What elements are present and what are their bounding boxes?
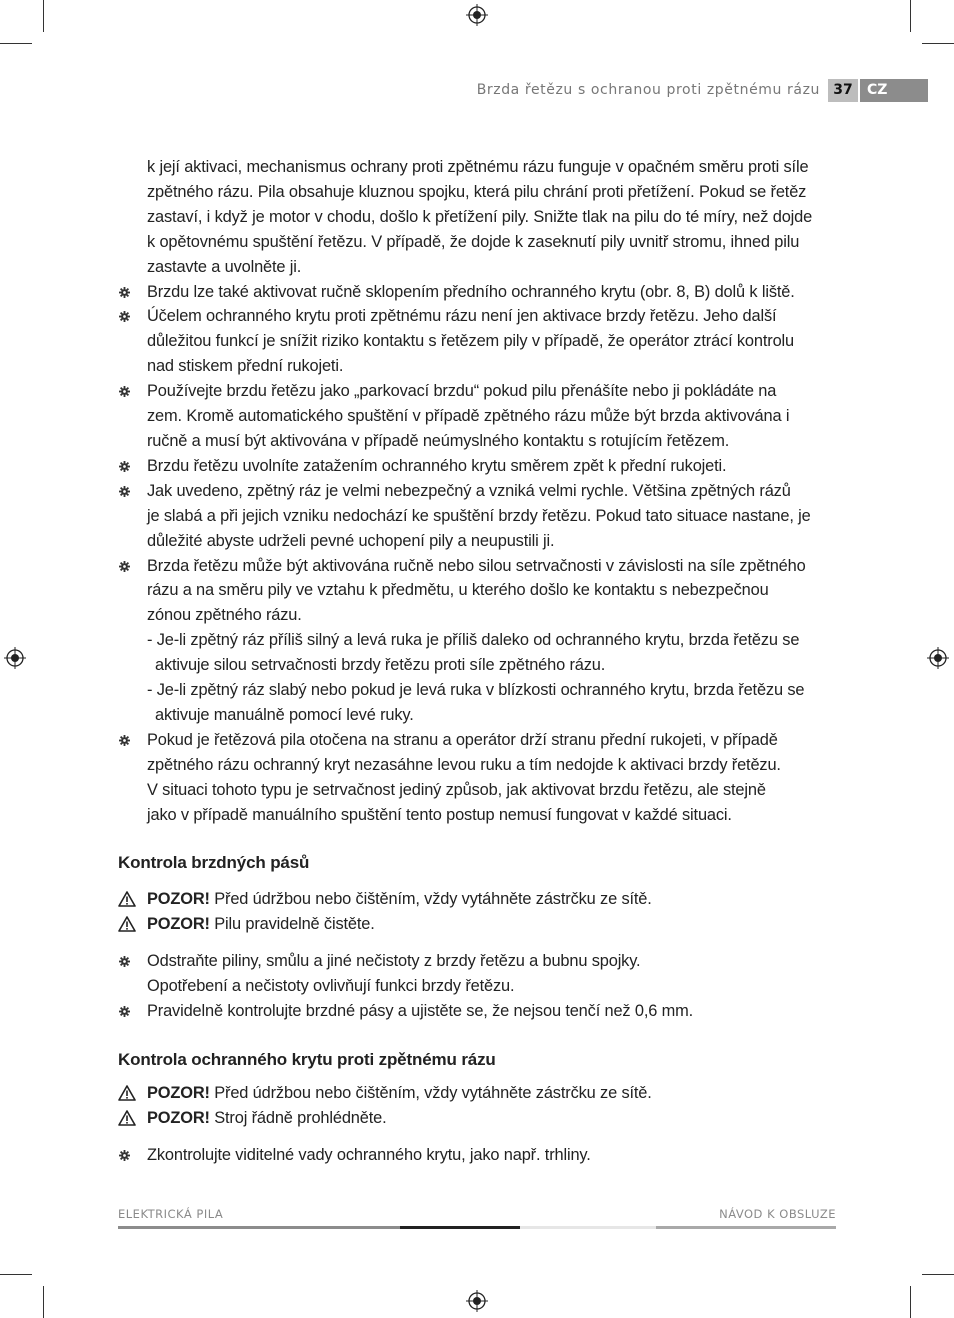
list-item: [118, 999, 840, 1024]
text-line: zónou zpětného rázu.: [147, 606, 302, 625]
text-line: k její aktivaci, mechanismus ochrany proti zpětnému rázu funguje v opačném směru proti síle: [147, 158, 809, 176]
list-item: [118, 554, 840, 629]
crop-mark: [922, 43, 954, 44]
crop-mark: [910, 1286, 911, 1318]
text-line: důležité abyste udrželi pevné uchopení pily a neupustili ji.: [147, 531, 555, 550]
warning-text: Stroj řádně prohlédněte.: [214, 1108, 387, 1127]
running-header-title: Brzda řetězu s ochranou proti zpětnému rázu: [476, 82, 820, 98]
dash-item: [118, 678, 840, 728]
language-tag: CZ: [860, 79, 928, 102]
list-item: [118, 304, 840, 379]
text-line: k opětovnému spuštění řetězu. V případě, že dojde k zaseknutí pily uvnitř stromu, ihned pilu: [147, 232, 800, 251]
crop-mark: [43, 1286, 44, 1318]
footer-divider: [400, 1226, 520, 1229]
dash-item: [118, 628, 840, 678]
section-heading: Kontrola ochranného krytu proti zpětnému rázu: [118, 1050, 496, 1069]
text-line: nad stiskem přední rukojeti.: [147, 357, 344, 376]
warning-label: POZOR!: [147, 915, 210, 934]
gear-bullet-icon: [119, 461, 130, 472]
gear-bullet-icon: [119, 486, 130, 497]
gear-bullet-icon: [119, 287, 130, 298]
warning-text: Pilu pravidelně čistěte.: [214, 915, 375, 934]
text-line: Brzdu řetězu uvolníte zatažením ochranného krytu směrem zpět k přední rukojeti.: [147, 456, 727, 475]
list-item: [118, 280, 840, 305]
warning-text: Před údržbou nebo čištěním, vždy vytáhněte zástrčku ze sítě.: [214, 1084, 652, 1102]
footer-divider: [656, 1226, 836, 1229]
text-line: aktivuje silou setrvačnosti brzdy řetězu proti síle zpětného rázu.: [155, 656, 606, 675]
text-line: důležitou funkcí je snížit riziko kontaktu s řetězem pily v případě, že operátor ztrácí kontrolu: [147, 332, 794, 351]
main-content: [118, 155, 840, 1168]
text-line: rázu a na směru pily ve vztahu k předmětu, u kterého došlo ke kontaktu s nebezpečnou: [147, 581, 769, 600]
list-item: [118, 1143, 840, 1168]
text-line: Jak uvedeno, zpětný ráz je velmi nebezpečný a vzniká velmi rychle. Většina zpětných rázů: [147, 481, 791, 500]
crop-mark: [0, 43, 32, 44]
warning-label: POZOR!: [147, 1108, 210, 1127]
text-line: Zkontrolujte viditelné vady ochranného krytu, jako např. trhliny.: [147, 1145, 591, 1164]
text-line: zpětného rázu. Pila obsahuje kluznou spojku, která pilu chrání proti přetížení. Pokud se řetěz: [147, 182, 807, 201]
warning-line: [118, 887, 840, 912]
text-line: aktivuje manuálně pomocí levé ruky.: [155, 705, 414, 724]
warning-triangle-icon: [118, 1085, 136, 1101]
text-line: jako v případě manuálního spuštění tento postup nemusí fungovat v každé situaci.: [147, 805, 732, 824]
gear-bullet-icon: [119, 1006, 130, 1017]
gear-bullet-icon: [119, 561, 130, 572]
registration-mark-icon: [466, 1290, 488, 1312]
warning-triangle-icon: [118, 891, 136, 907]
registration-mark-icon: [4, 647, 26, 669]
section-heading: Kontrola brzdných pásů: [118, 853, 310, 873]
text-line: Brzdu lze také aktivovat ručně sklopením předního ochranného krytu (obr. 8, B) dolů k liště.: [147, 282, 795, 301]
registration-mark-icon: [466, 4, 488, 26]
text-line: Pokud je řetězová pila otočena na stranu a operátor drží stranu přední rukojeti, v případě: [147, 730, 778, 749]
gear-bullet-icon: [119, 956, 130, 967]
registration-mark-icon: [927, 647, 949, 669]
gear-bullet-icon: [119, 735, 130, 746]
gear-bullet-icon: [119, 386, 130, 397]
warning-label: POZOR!: [147, 1084, 210, 1102]
warning-line: [118, 1106, 840, 1131]
gear-bullet-icon: [119, 311, 130, 322]
text-line: Opotřebení a nečistoty ovlivňují funkci brzdy řetězu.: [147, 977, 515, 996]
list-item: [118, 949, 840, 999]
footer-manual-label: NÁVOD K OBSLUZE: [719, 1207, 836, 1221]
intro-paragraph: [118, 155, 840, 280]
gear-bullet-icon: [119, 1150, 130, 1161]
crop-mark: [922, 1274, 954, 1275]
crop-mark: [43, 0, 44, 32]
list-item: [118, 479, 840, 554]
text-line: Brzda řetězu může být aktivována ručně nebo silou setrvačnosti v závislosti na síle zpětného: [147, 556, 806, 575]
crop-mark: [0, 1274, 32, 1275]
warning-line: [118, 912, 840, 937]
warning-label: POZOR!: [147, 890, 210, 909]
list-item: [118, 728, 840, 828]
text-line: Pravidelně kontrolujte brzdné pásy a ujistěte se, že nejsou tenčí než 0,6 mm.: [147, 1002, 694, 1021]
crop-mark: [910, 0, 911, 32]
text-line: - Je-li zpětný ráz příliš silný a levá ruka je příliš daleko od ochranného krytu, brzda řetězu se: [147, 631, 800, 650]
text-line: ručně a musí být aktivována v případě neúmyslného kontaktu s rotujícím řetězem.: [147, 431, 730, 450]
text-line: Odstraňte piliny, smůlu a jiné nečistoty z brzdy řetězu a bubnu spojky.: [147, 952, 641, 971]
text-line: zpětného rázu ochranný kryt nezasáhne levou ruku a tím nedojde k aktivaci brzdy řetězu.: [147, 755, 781, 774]
text-line: je slabá a při jejich vzniku nedochází ke spuštění brzdy řetězu. Pokud tato situace nastane, je: [147, 506, 811, 525]
text-line: Používejte brzdu řetězu jako „parkovací brzdu“ pokud pilu přenášíte nebo ji pokládáte na: [147, 382, 777, 401]
footer-product-name: ELEKTRICKÁ PILA: [118, 1207, 224, 1221]
page-number: 37: [828, 79, 858, 102]
text-line: - Je-li zpětný ráz slabý nebo pokud je levá ruka v blízkosti ochranného krytu, brzda řetězu se: [147, 681, 805, 700]
text-line: V situaci tohoto typu je setrvačnost jediný způsob, jak aktivovat brzdu řetězu, ale stejně: [147, 780, 766, 799]
text-line: zastaví, i když je motor v chodu, došlo k přetížení pily. Snižte tlak na pilu do té míry, než dojde: [147, 207, 813, 226]
warning-text: Před údržbou nebo čištěním, vždy vytáhněte zástrčku ze sítě.: [214, 890, 652, 909]
text-line: zastavte a uvolněte ji.: [147, 257, 302, 276]
footer-divider: [520, 1226, 656, 1229]
warning-line: [118, 1081, 840, 1106]
text-line: Účelem ochranného krytu proti zpětnému rázu není jen aktivace brzdy řetězu. Jeho další: [147, 307, 777, 326]
warning-triangle-icon: [118, 1110, 136, 1126]
list-item: [118, 379, 840, 454]
text-line: zem. Kromě automatického spuštění v případě zpětného rázu může být brzda aktivována i: [147, 407, 790, 426]
list-item: [118, 454, 840, 479]
warning-triangle-icon: [118, 916, 136, 932]
footer-divider: [118, 1226, 400, 1229]
